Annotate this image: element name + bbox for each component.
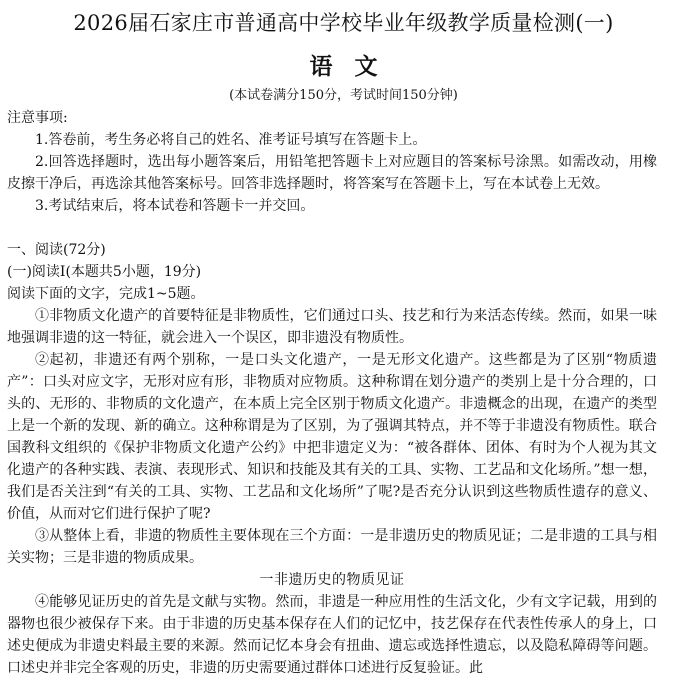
notice-item-3: 3.考试结束后，将本试卷和答题卡一并交回。: [35, 198, 315, 214]
notice-item-1: 1.答卷前，考生务必将自己的姓名、准考证号填写在答题卡上。: [35, 132, 427, 148]
passage-paragraph-2: ②起初，非遗还有两个别称，一是口头文化遗产，一是无形文化遗产。这些都是为了区别“物质遗产”：口头对应文字，无形对应有形，非物质对应物质。这种称谓在划分遗产的类别上是十分合理的，口头的、无形的、非物质的文化遗产，在本质上完全区别于物质文化遗产。非遗概念的出现，在遗产的类型上是一个新的发现、新的确立。这种称谓是为了区别，为了强调其特点，并不等于非遗没有物质性。联合国教科文组织的《保护非物质文化遗产公约》中把非遗定义为：“被各群体、团体、有时为个人视为其文化遗产的各种实践、表演、表现形式、知识和技能及其有关的工具、实物、工艺品和文化场所。”想一想，我们是否关注到“有关的工具、实物、工艺品和文化场所”了呢?是否充分认识到这些物质性遗存的意义、价值，从而对它们进行保护了呢?: [7, 352, 657, 522]
subject-title: 语文: [309, 53, 400, 80]
passage-paragraph-1: ①非物质文化遗产的首要特征是非物质性，它们通过口头、技艺和行为来活态传续。然而，如果一味地强调非遗的这一特征，就会进入一个误区，即非遗没有物质性。: [7, 308, 657, 346]
passage-subtitle: 一非遗历史的物质见证: [259, 572, 405, 588]
passage-paragraph-3: ③从整体上看，非遗的物质性主要体现在三个方面：一是非遗历史的物质见证；二是非遗的工具与相关实物；三是非遗的物质成果。: [7, 528, 657, 566]
exam-info: (本试卷满分150分，考试时间150分钟): [229, 88, 458, 103]
passage-paragraph-4: ④能够见证历史的首先是文献与实物。然而，非遗是一种应用性的生活文化，少有文字记载，用到的器物也很少被保存下来。由于非遗的历史基本保存在人们的记忆中，技艺保存在代表性传承人的身上，口述史便成为非遗史料最主要的来源。然而记忆本身会有扭曲、遗忘或选择性遗忘，以及隐私障碍等问题。口述史并非完全客观的历史，非遗的历史需要通过群体口述进行反复验证。此: [7, 594, 657, 676]
notice-item-2: 2.回答选择题时，选出每小题答案后，用铅笔把答题卡上对应题目的答案标号涂黑。如需改动，用橡皮擦干净后，再选涂其他答案标号。回答非选择题时，将答案写在答题卡上，写在本试卷上无效。: [7, 154, 657, 192]
reading-instruction: 阅读下面的文字，完成1~5题。: [7, 286, 205, 302]
section-subheading: (一)阅读Ⅰ(本题共5小题，19分): [7, 264, 202, 280]
notice-heading: 注意事项:: [7, 110, 68, 126]
section-heading: 一、阅读(72分): [7, 242, 106, 258]
exam-title: 2026届石家庄市普通高中学校毕业年级教学质量检测(一): [73, 11, 614, 35]
exam-content: [7, 107, 657, 679]
spacer: [7, 217, 657, 239]
